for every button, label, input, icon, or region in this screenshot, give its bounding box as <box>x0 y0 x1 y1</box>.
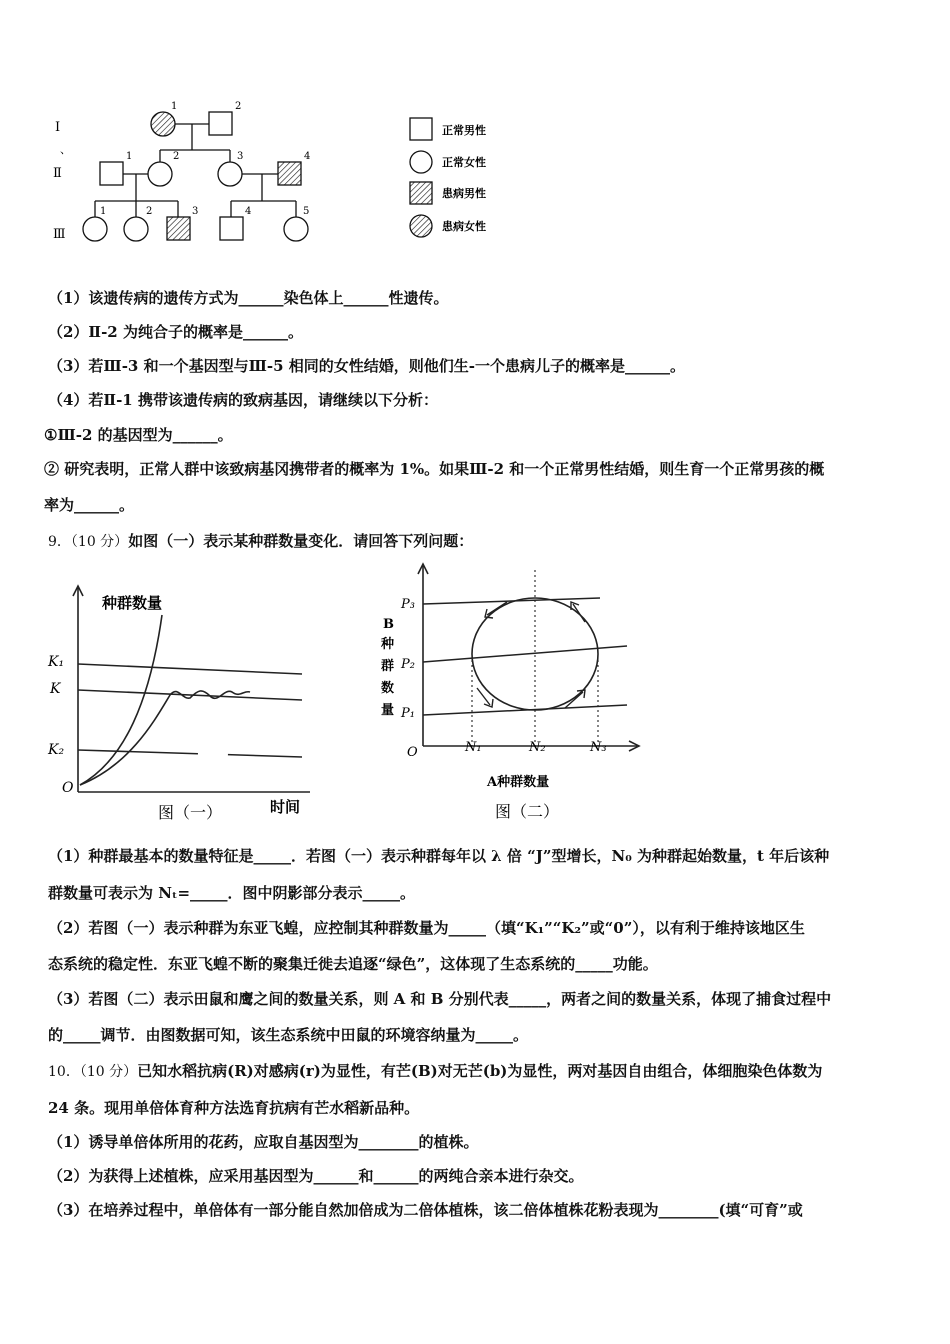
q9-sub1-line2: 群数量可表示为 Nₜ=_____．图中阴影部分表示_____。 <box>48 884 416 902</box>
fig1-k1-line <box>78 664 302 674</box>
gen-label-II: Ⅱ <box>53 166 62 181</box>
fig2-xlabel: A种群数量 <box>487 775 550 790</box>
III5-normal-female <box>284 217 308 241</box>
fig1-ylabel: 种群数量 <box>102 594 163 612</box>
q10-sub2: （2）为获得上述植株，应采用基因型为______和______的两纯合亲本进行杂交。 <box>48 1167 584 1185</box>
fig2-p2-line <box>423 646 627 662</box>
legend-normal-female: 正常女性 <box>442 156 486 169</box>
fig2-ylabel-1: 种 <box>381 637 395 652</box>
num-III5: 5 <box>303 206 310 217</box>
q8-sub3: （3）若Ⅲ-3 和一个基因型与Ⅲ-5 相同的女性结婚，则他们生-一个患病儿子的概率是______。 <box>48 357 685 375</box>
q9-sub2-line2: 态系统的稳定性．东亚飞蝗不断的聚集迁徙去追逐“绿色”，这体现了生态系统的_____功能。 <box>48 955 658 973</box>
q9-number: 9． <box>48 534 71 550</box>
q10-header <box>48 1060 822 1081</box>
pedigree-legend <box>405 112 515 242</box>
fig1-caption: 图（一） <box>158 803 223 822</box>
q9-sub3-line1: （3）若图（二）表示田鼠和鹰之间的数量关系，则 A 和 B 分别代表_____，两者之间的数量关系，体现了捕食过程中 <box>48 990 832 1008</box>
num-III2: 2 <box>146 206 153 217</box>
q8-sub4: （4）若Ⅱ-1 携带该遗传病的致病基因，请继续以下分析： <box>48 391 438 409</box>
q10-sub1: （1）诱导单倍体所用的花药，应取自基因型为________的植株。 <box>48 1133 479 1151</box>
num-III3: 3 <box>192 206 199 217</box>
fig1-s-curve <box>80 691 250 785</box>
q9-sub1-line1: （1）种群最基本的数量特征是_____．若图（一）表示种群每年以 λ 倍 “J”型增长，N₀ 为种群起始数量，t 年后该种 <box>48 847 830 865</box>
fig2-tick-P2: P₂ <box>401 657 415 672</box>
num-II4: 4 <box>304 151 310 162</box>
I2-normal-male <box>209 112 232 135</box>
III1-normal-female <box>83 217 107 241</box>
q8-sub4b-line1: ② 研究表明，正常人群中该致病基冈携带者的概率为 1%。如果Ⅲ-2 和一个正常男性结婚，则生育一个正常男孩的概 <box>44 460 825 478</box>
III3-affected-male <box>167 217 190 240</box>
fig2-tick-N2: N₂ <box>529 740 546 755</box>
q9-points: （10 分） <box>70 534 129 550</box>
q8-sub4b-line2: 率为______。 <box>44 496 135 514</box>
fig2-tick-N1: N₁ <box>465 740 482 755</box>
num-II3: 3 <box>237 151 244 162</box>
q9-header <box>48 530 473 551</box>
q9-sub2-line1: （2）若图（一）表示种群为东亚飞蝗，应控制其种群数量为_____（填“K₁”“K₂”或“0”），以有利于维持该地区生 <box>48 919 805 937</box>
gen-label-III: Ⅲ <box>53 227 66 242</box>
legend-affected-female: 患病女性 <box>442 220 486 233</box>
fig2-ylabel-3: 数 <box>381 681 395 696</box>
num-III4: 4 <box>245 206 252 217</box>
gen-label-comma: 、 <box>60 143 71 156</box>
fig1-tick-K1: K₁ <box>48 654 65 670</box>
q9-sub3-line2: 的_____调节．由图数据可知，该生态系统中田鼠的环境容纳量为_____。 <box>48 1026 529 1044</box>
q10-stem-line1: 已知水稻抗病(R)对感病(r)为显性，有芒(B)对无芒(b)为显性，两对基因自由组合，体细胞染色体数为 <box>137 1062 823 1080</box>
fig2-tick-P3: P₃ <box>401 597 415 612</box>
legend-affected-male: 患病男性 <box>442 187 486 200</box>
legend-affected-female-symbol <box>410 215 432 237</box>
pedigree-diagram <box>40 95 310 255</box>
fig2-ylabel-4: 量 <box>381 703 395 718</box>
fig2-cycle-circle <box>472 598 598 710</box>
q10-stem-line2: 24 条。现用单倍体育种方法选育抗病有芒水稻新品种。 <box>48 1099 420 1117</box>
q10-points: （10 分） <box>79 1064 138 1080</box>
fig2-ylabel-B: B <box>383 617 394 632</box>
q10-number: 10． <box>48 1064 80 1080</box>
fig2-ylabel-2: 群 <box>381 659 395 674</box>
fig1-tick-K: K <box>50 681 61 697</box>
legend-normal-female-symbol <box>410 151 432 173</box>
legend-normal-male: 正常男性 <box>442 124 486 137</box>
q8-sub4a: ①Ⅲ-2 的基因型为______。 <box>44 426 233 444</box>
q8-sub1: （1）该遗传病的遗传方式为______染色体上______性遗传。 <box>48 289 449 307</box>
II3-normal-female <box>218 162 242 186</box>
III4-normal-male <box>220 217 243 240</box>
II4-affected-male <box>278 162 301 185</box>
gen-label-I: Ⅰ <box>55 120 61 135</box>
fig2-tick-P1: P₁ <box>401 706 415 721</box>
num-II1: 1 <box>126 151 133 162</box>
fig1-tick-K2: K₂ <box>48 742 65 758</box>
q8-sub2: （2）Ⅱ-2 为纯合子的概率是______。 <box>48 323 303 341</box>
fig2-origin: O <box>407 745 418 760</box>
q9-stem: 如图（一）表示某种群数量变化．请回答下列问题： <box>128 532 474 550</box>
fig1-origin: O <box>62 780 74 796</box>
figure-1-population-graph <box>40 580 325 825</box>
fig2-tick-N3: N₃ <box>590 740 607 755</box>
fig1-k2-line <box>78 750 302 757</box>
III2-normal-female <box>124 217 148 241</box>
figure-2-predator-prey-graph <box>375 560 645 830</box>
num-II2: 2 <box>173 151 180 162</box>
fig1-xlabel: 时间 <box>270 798 301 816</box>
q10-sub3: （3）在培养过程中，单倍体有一部分能自然加倍成为二倍体植株，该二倍体植株花粉表现为________(填“可育”或 <box>48 1201 803 1219</box>
num-I2: 2 <box>235 101 242 112</box>
num-I1: 1 <box>171 101 178 112</box>
num-III1: 1 <box>100 206 107 217</box>
II2-normal-female <box>148 162 172 186</box>
fig2-caption: 图（二） <box>495 802 560 821</box>
legend-affected-male-symbol <box>410 182 432 204</box>
II1-normal-male <box>100 162 123 185</box>
legend-normal-male-symbol <box>410 118 432 140</box>
I1-affected-female <box>151 112 175 136</box>
